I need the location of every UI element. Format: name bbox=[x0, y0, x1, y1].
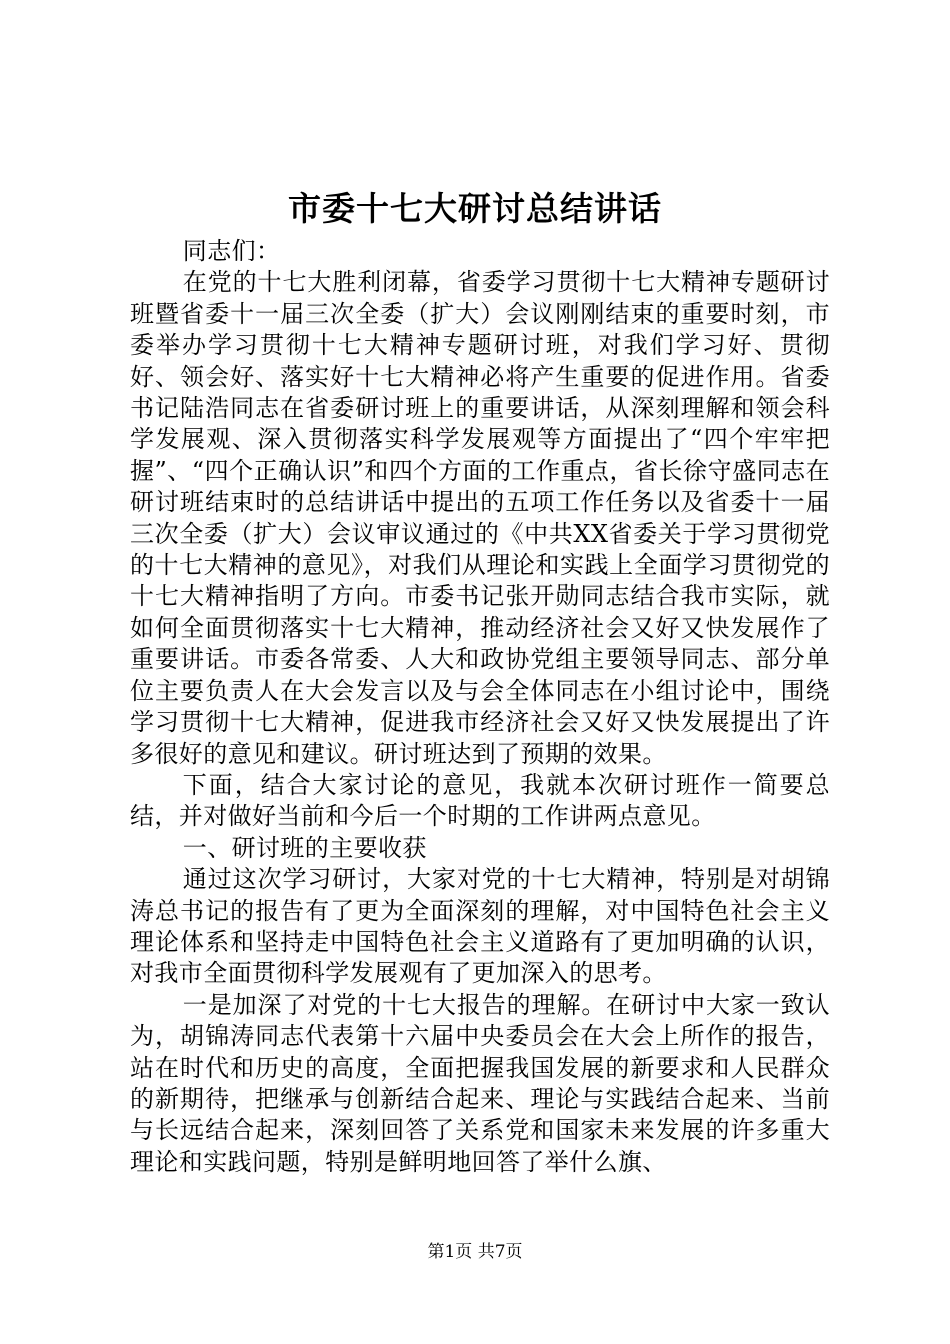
page-footer: 第1页 共7页 bbox=[427, 1242, 523, 1262]
section-heading-1: 一、研讨班的主要收获 bbox=[182, 833, 427, 862]
document-body bbox=[130, 236, 830, 1178]
paragraph-outline: 下面，结合大家讨论的意见，我就本次研讨班作一简要总结，并对做好当前和今后一个时期的工作讲两点意见。 bbox=[130, 770, 830, 831]
paragraph-point-1: 一是加深了对党的十七大报告的理解。在研讨中大家一致认为，胡锦涛同志代表第十六届中央委员会在大会上所作的报告，站在时代和历史的高度，全面把握我国发展的新要求和人民群众的新期待，把继承与创新结合起来、理论与实践结合起来、当前与长远结合起来，深刻回答了关系党和国家未来发展的许多重大理论和实践问题，特别是鲜明地回答了举什么旗、 bbox=[130, 990, 830, 1176]
document-title: 市委十七大研讨总结讲话 bbox=[288, 189, 662, 228]
paragraph-summary: 通过这次学习研讨，大家对党的十七大精神，特别是对胡锦涛总书记的报告有了更为全面深刻的理解，对中国特色社会主义理论体系和坚持走中国特色社会主义道路有了更加明确的认识，对我市全面贯彻科学发展观有了更加深入的思考。 bbox=[130, 865, 830, 988]
salutation: 同志们： bbox=[182, 237, 281, 265]
paragraph-intro: 在党的十七大胜利闭幕，省委学习贯彻十七大精神专题研讨班暨省委十一届三次全委（扩大）会议刚刚结束的重要时刻，市委举办学习贯彻十七大精神专题研讨班，对我们学习好、贯彻好、领会好、落实好十七大精神必将产生重要的促进作用。省委书记陆浩同志在省委研讨班上的重要讲话，从深刻理解和领会科学发展观、深入贯彻落实科学发展观等方面提出了“四个牢牢把握”、“四个正确认识”和四个方面的工作重点，省长徐守盛同志在研讨班结束时的总结讲话中提出的五项工作任务以及省委十一届三次全委（扩大）会议审议通过的《中共XX省委关于学习贯彻党的十七大精神的意见》，对我们从理论和实践上全面学习贯彻党的十七大精神指明了方向。市委书记张开勋同志结合我市实际，就如何全面贯彻落实十七大精神，推动经济社会又好又快发展作了重要讲话。市委各常委、人大和政协党组主要领导同志、部分单位主要负责人在大会发言以及与会全体同志在小组讨论中，围绕学习贯彻十七大精神，促进我市经济社会又好又快发展提出了许多很好的意见和建议。研讨班达到了预期的效果。 bbox=[130, 268, 830, 768]
